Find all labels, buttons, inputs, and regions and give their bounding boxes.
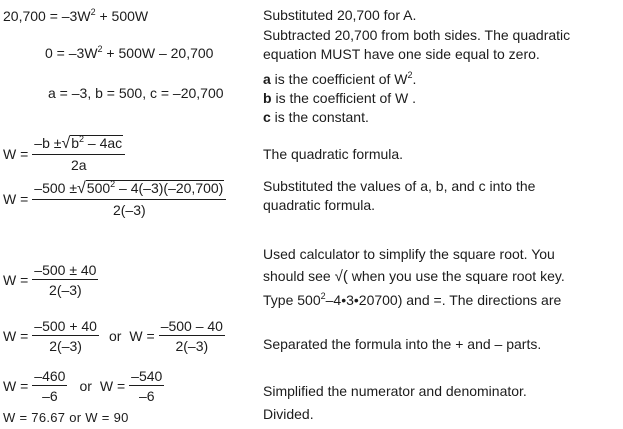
final-answers: W = 76.67 or W = 90 <box>3 410 129 425</box>
square-root-key-icon: √( <box>334 268 348 285</box>
explanation-separated: Separated the formula into the + and – parts. <box>263 336 542 352</box>
explanation-substituted-values: Substituted the values of a, b, and c into the quadratic formula. <box>263 178 536 213</box>
lhs-plus: W = <box>3 328 29 344</box>
separated-formulas <box>3 318 229 354</box>
explanation-divided: Divided. <box>263 406 314 422</box>
explanation-subtracted: Subtracted 20,700 from both sides. The quadratic equation MUST have one side equal to zero. <box>263 27 571 62</box>
or-word: or <box>108 328 122 344</box>
simplified-fractions <box>3 368 168 404</box>
or-word: or <box>79 378 92 394</box>
substituted-formula <box>3 180 230 218</box>
coefficients-line: a = –3, b = 500, c = –20,700 <box>48 85 224 101</box>
explanation-substituted: Substituted 20,700 for A. <box>263 7 417 23</box>
lhs: W = <box>3 146 29 162</box>
explanation-simplified: Simplified the numerator and denominator. <box>263 383 527 399</box>
equation-substituted: $20,700 = -3W^2 + 500W$ <box>3 7 149 24</box>
quadratic-formula <box>3 135 129 173</box>
explanation-quadratic-formula: The quadratic formula. <box>263 146 404 162</box>
lhs: W = <box>3 191 29 207</box>
plus-simplified-fraction: $\frac{-460}{-6}$ <box>34 368 66 404</box>
substituted-fraction: $\frac{-500 \pm√500^2 - 4(-3)(-20,700)}{2(-3)}$ <box>32 180 226 218</box>
formula-fraction: $\frac{-b \pm√b^2 - 4ac}{2a}$ <box>32 135 125 173</box>
lhs-minus: W = <box>129 328 155 344</box>
lhs: W = <box>3 272 29 288</box>
equation-standard-form: $0 = -3W^2 + 500W - 20,700$ <box>45 44 214 61</box>
minus-simplified-fraction: $\frac{-540}{-6}$ <box>131 368 163 404</box>
simplified-fraction: $\frac{-500 \pm 40}{2(-3)}$ <box>34 262 97 298</box>
plus-fraction: $\frac{-500 + 40}{2(-3)}$ <box>34 318 97 354</box>
lhs-minus: W = <box>99 378 126 394</box>
explanation-calculator: Used calculator to simplify the square root. You should see √( when you use the square root key. Type $500^2-4•3•20700$) and =. The directions are <box>263 246 565 308</box>
explanation-coefficients: a is the coefficient of $W^2$. b is the coefficient of W . c is the constant. <box>263 70 417 125</box>
simplified-root-formula <box>3 262 102 298</box>
lhs-plus: W = <box>3 378 29 394</box>
minus-fraction: $\frac{-500 - 40}{2(-3)}$ <box>160 318 223 354</box>
